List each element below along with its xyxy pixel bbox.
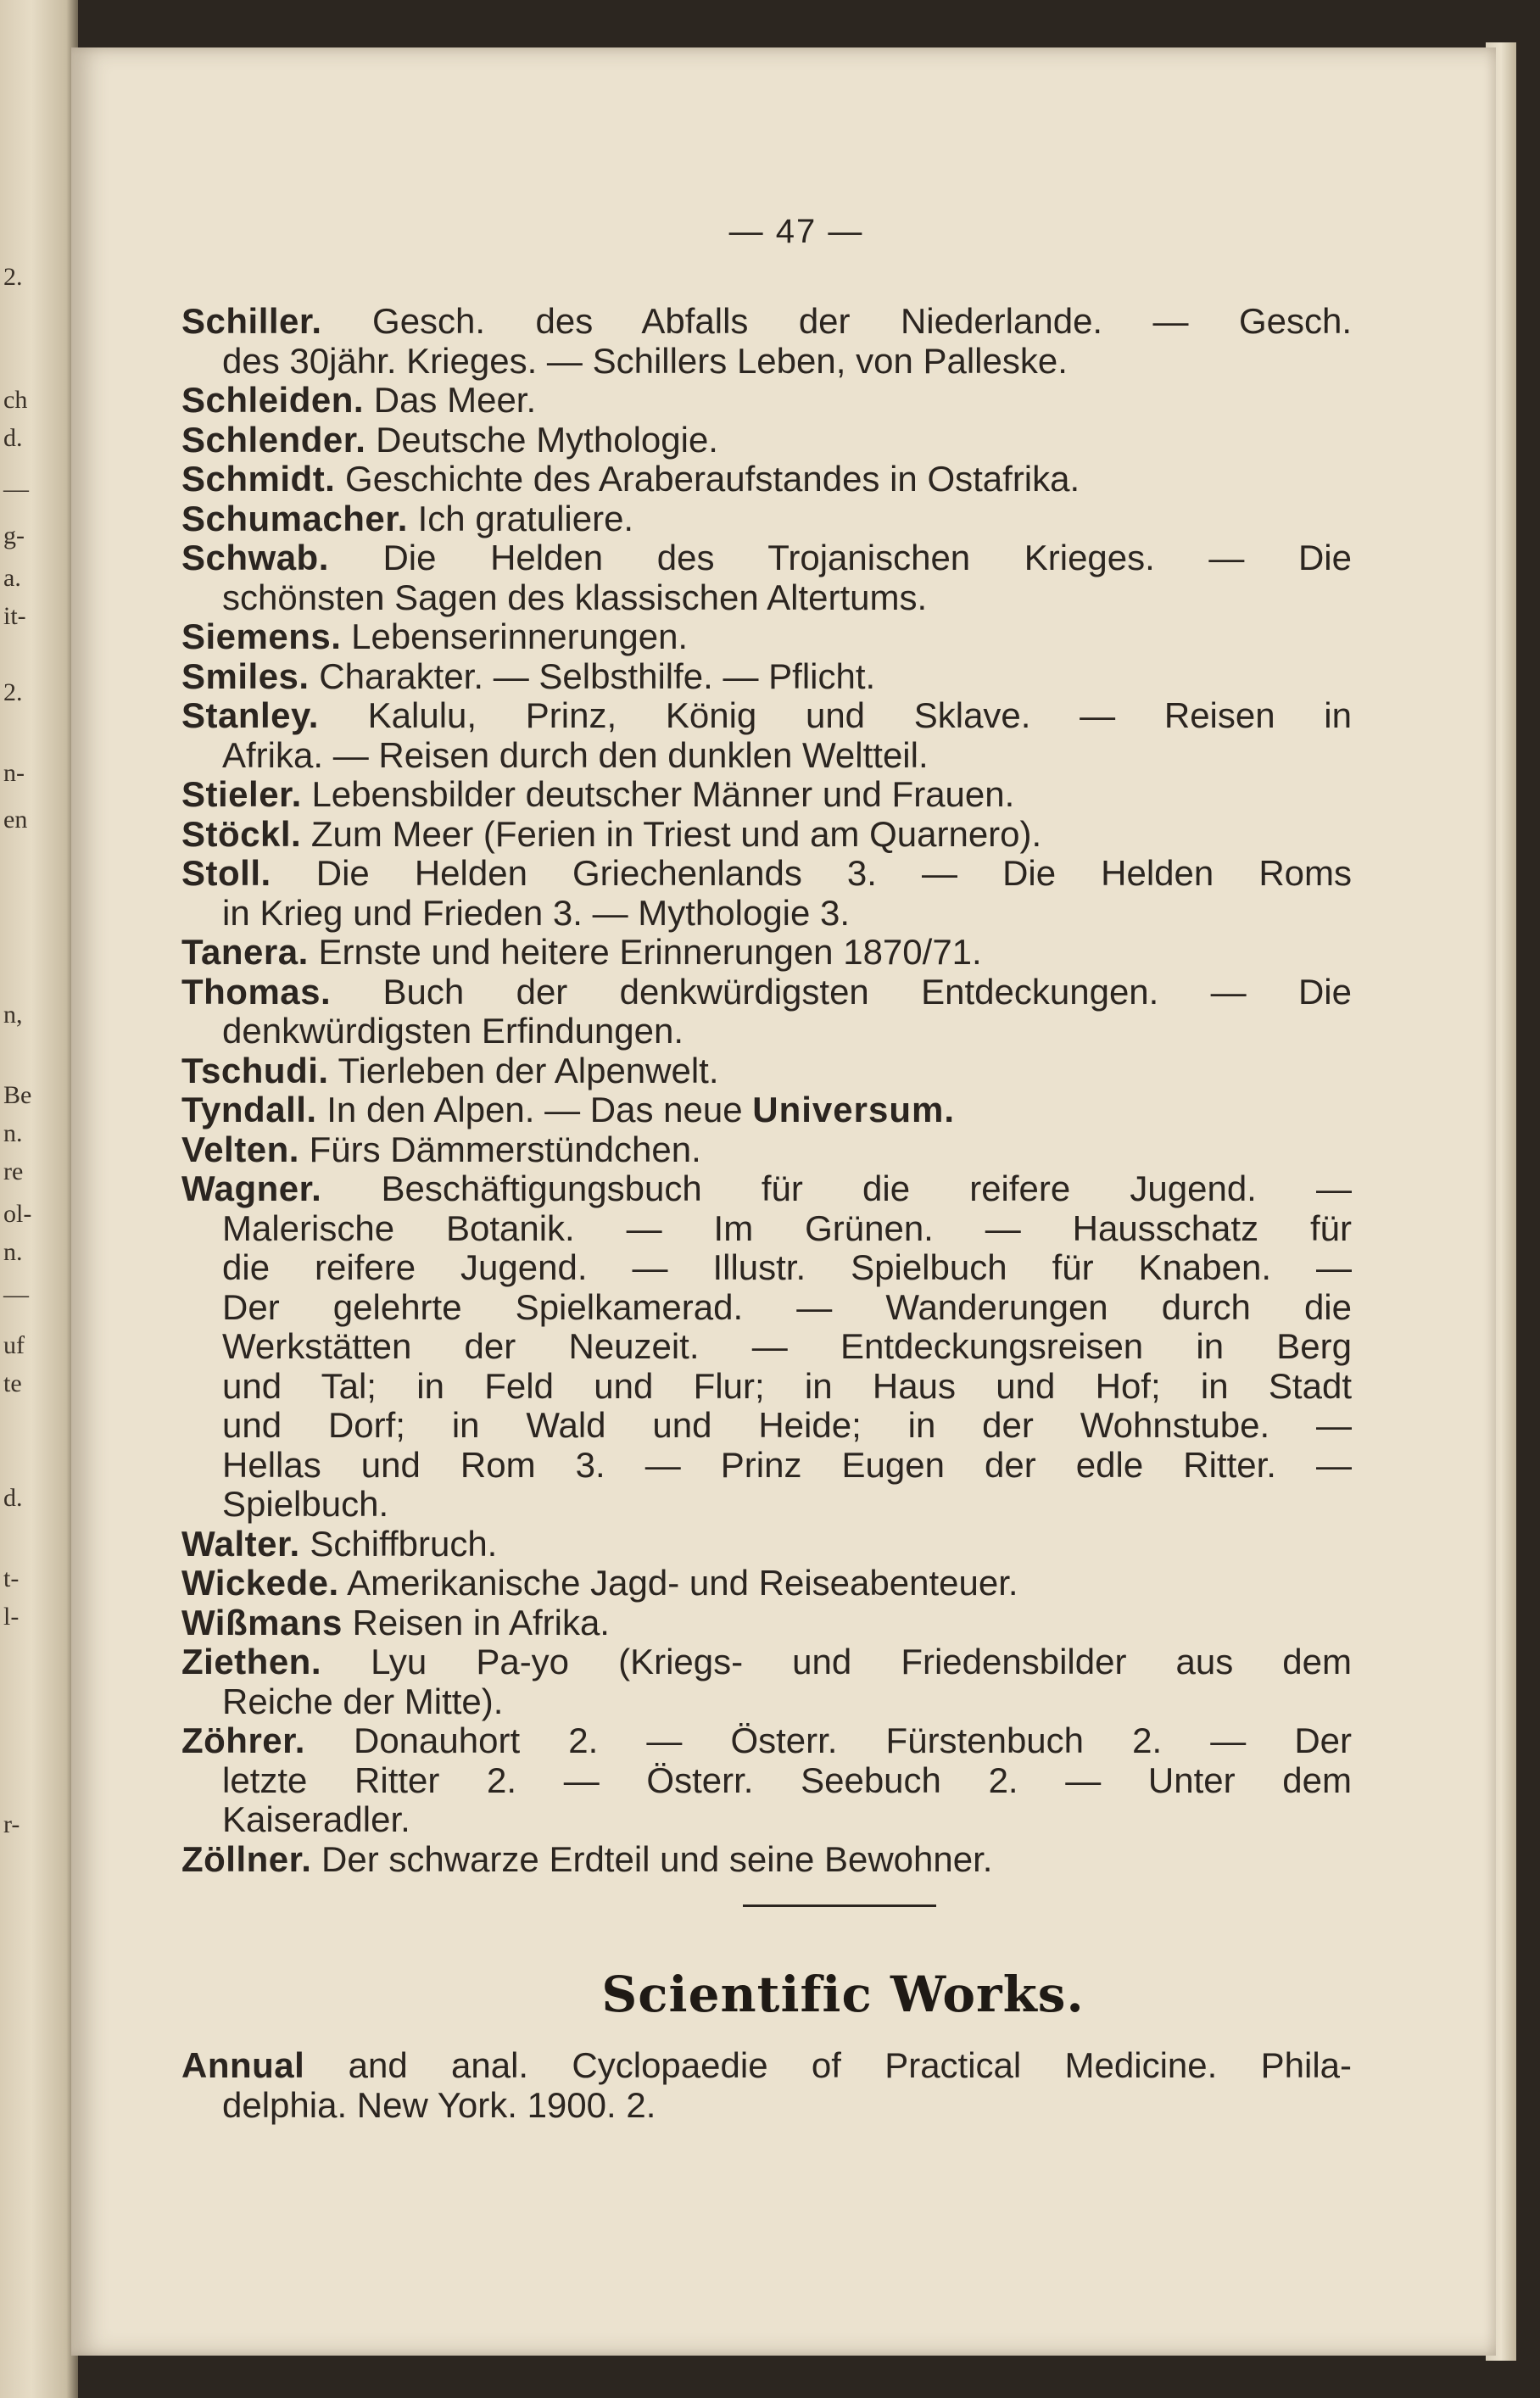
entry [181,302,1352,381]
entry-line [181,1485,1352,1525]
facing-page-fragment: t- [3,1564,20,1592]
entry-line [181,854,1352,894]
entry-line [181,1446,1352,1486]
entry-text: Fürs Dämmerstündchen. [309,1129,701,1169]
entry-line [181,1012,1352,1051]
facing-page-fragment: n. [3,1238,23,1266]
entry-line [181,460,1352,499]
entry-author: Stieler. [181,774,302,814]
entry-author: Stöckl. [181,813,302,854]
facing-page-fragment: Be [3,1081,32,1109]
entry-text: Das Meer. [373,380,537,420]
entry-text: Reisen in Afrika. [352,1602,610,1642]
entry-author: Zöhrer. [181,1720,305,1760]
entry-author: Tanera. [181,932,309,972]
facing-page-fragment: it- [3,602,26,630]
entry-author: Thomas. [181,971,332,1012]
entry [181,1169,1352,1525]
entry [181,1525,1352,1564]
section-divider [743,1904,936,1907]
entry-author: Stanley. [181,695,319,735]
facing-page-edge [0,0,78,2398]
entry-author: Schumacher. [181,498,408,538]
entry-text: Lebensbilder deutscher Männer und Frauen. [311,774,1015,814]
entry-text: Lyu Pa-yo (Kriegs- und Friedensbilder aus dem [371,1642,1352,1681]
entry [181,381,1352,421]
entry [181,460,1352,499]
entry [181,421,1352,460]
entry-line [181,2046,1352,2086]
entry-text: delphia. New York. 1900. 2. [222,2084,656,2125]
entry-text: Charakter. — Selbsthilfe. — Pflicht. [319,655,876,696]
entry-author: Schlender. [181,419,366,460]
entry [181,933,1352,973]
entry-text: des 30jähr. Krieges. — Schillers Leben, von Palleske. [222,340,1068,381]
entry-author: Schleiden. [181,380,365,420]
entry-author: Tyndall. [181,1090,317,1129]
entry [181,657,1352,697]
entry-line [181,933,1352,973]
entry-text: Donauhort 2. — Österr. Fürstenbuch 2. — Der [353,1720,1353,1760]
entry-text: und Dorf; in Wald und Heide; in der Wohnstube. — [222,1405,1352,1445]
entry-text: Geschichte des Araberaufstandes in Ostafrika. [345,459,1080,499]
entry-text: und Tal; in Feld und Flur; in Haus und Hof; in Stadt [222,1365,1352,1406]
entry-line [181,815,1352,855]
entry-line [181,578,1352,618]
entry-line [181,1209,1352,1249]
entry-line [181,1288,1352,1328]
facing-page-fragment: — [3,475,29,503]
facing-page-fragment: g- [3,521,25,549]
entry-line [181,1800,1352,1840]
entry-text: Malerische Botanik. — Im Grünen. — Hausschatz für [222,1207,1352,1248]
entry-line [181,1840,1352,1880]
entry-text: Werkstätten der Neuzeit. — Entdeckungsreisen in Berg [222,1326,1352,1366]
entry-text: and anal. Cyclopaedie of Practical Medicine. Phila- [348,2045,1352,2085]
entry [181,1603,1352,1643]
entry-line [181,1564,1352,1603]
page-number: — 47 — [728,213,864,250]
entry-line [181,617,1352,657]
entry-line [181,1525,1352,1564]
entry-line [181,973,1352,1012]
entry [181,2046,1352,2125]
entry [181,499,1352,539]
entry-line [181,342,1352,382]
entry-text: Buch der denkwürdigsten Entdeckungen. — Die [382,971,1353,1012]
entry [181,696,1352,775]
facing-page-fragment: n- [3,759,25,787]
entry-line [181,499,1352,539]
entry-author: Wagner. [181,1168,322,1208]
entry-line [181,1603,1352,1643]
entry-text: Die Helden Griechenlands 3. — Die Helden Roms [315,853,1352,893]
entry [181,1090,1352,1130]
entry-line [181,775,1352,815]
entry-line [181,1051,1352,1091]
entry-text: Deutsche Mythologie. [376,419,718,460]
entry-text: Ernste und heitere Erinnerungen 1870/71. [318,932,982,972]
section-heading: Scientific Works. [601,1966,1085,2023]
entry-line [181,302,1352,342]
entry-line [181,1406,1352,1446]
entry-author: Wickede. [181,1563,339,1603]
entry-text: Gesch. des Abfalls der Niederlande. — Gesch. [372,301,1353,341]
entry-text: Afrika. — Reisen durch den dunklen Weltteil. [222,734,929,775]
entry-line [181,1367,1352,1407]
entry-author: Schwab. [181,538,329,577]
facing-page-fragment: n, [3,1001,23,1029]
entry [181,815,1352,855]
entry-author: Walter. [181,1523,300,1564]
facing-page-fragment: ol- [3,1200,32,1228]
entry [181,1721,1352,1840]
facing-page-fragment: a. [3,564,21,592]
entry-text: Hellas und Rom 3. — Prinz Eugen der edle Ritter. — [222,1444,1352,1485]
entry [181,617,1352,657]
entry-list [181,302,1352,1879]
entry-text: Tierleben der Alpenwelt. [338,1050,719,1090]
entry-text: Ich gratuliere. [417,498,634,538]
entry-author: Zöllner. [181,1838,312,1879]
entry-text: Beschäftigungsbuch für die reifere Jugend. — [381,1168,1352,1208]
entry-line [181,421,1352,460]
entry [181,1642,1352,1721]
facing-page-fragment: n. [3,1119,23,1147]
entry-line [181,1761,1352,1801]
facing-page-fragment: en [3,806,28,834]
entry-text: Der schwarze Erdteil und seine Bewohner. [321,1838,993,1879]
entry-text: Reiche der Mitte). [222,1681,504,1721]
entry-line [181,1248,1352,1288]
facing-page-fragment: ch [3,386,28,414]
entry-author: Schmidt. [181,459,336,499]
entry-text: letzte Ritter 2. — Österr. Seebuch 2. — Unter dem [222,1759,1352,1800]
entry-author: Velten. [181,1129,299,1169]
facing-page-fragment: — [3,1280,29,1308]
facing-page-fragment: r- [3,1810,20,1838]
facing-page-fragment: uf [3,1331,25,1359]
entry [181,538,1352,617]
entry-author: Wißmans [181,1602,343,1642]
facing-page-fragment: d. [3,424,23,452]
entry-text: in Krieg und Frieden 3. — Mythologie 3. [222,892,851,933]
entry-line [181,538,1352,578]
facing-page-fragment: te [3,1369,22,1397]
entry [181,1564,1352,1603]
entry-line [181,1642,1352,1682]
entry [181,1130,1352,1170]
entry-author: Tschudi. [181,1050,329,1090]
entry-text: In den Alpen. — Das neue [326,1090,743,1129]
facing-page-fragments [0,0,78,2398]
entry-text: die reifere Jugend. — Illustr. Spielbuch für Knaben. — [222,1247,1352,1287]
entry-text: Amerikanische Jagd- und Reiseabenteuer. [347,1563,1018,1603]
entry-author: Smiles. [181,655,310,696]
entry-line [181,1721,1352,1761]
entry-text: Zum Meer (Ferien in Triest und am Quarnero). [310,813,1042,854]
book-page [71,47,1496,2356]
entry-author: Schiller. [181,301,322,341]
entry-line [181,696,1352,736]
entry-line [181,2086,1352,2126]
entry [181,775,1352,815]
entry [181,973,1352,1051]
entry-text: Die Helden des Trojanischen Krieges. — Die [382,538,1352,577]
facing-page-fragment: re [3,1157,24,1185]
entry [181,1051,1352,1091]
entry-line [181,894,1352,934]
facing-page-fragment: l- [3,1603,20,1631]
entry-line [181,736,1352,776]
entry-line [181,1682,1352,1722]
entry-author: Stoll. [181,853,271,893]
entry-text: Kalulu, Prinz, König und Sklave. — Reisen in [367,695,1352,735]
entry-text: Lebenserinnerungen. [351,616,689,656]
entry-text: Schiffbruch. [310,1523,498,1564]
entry-text: Der gelehrte Spielkamerad. — Wanderungen durch die [222,1286,1352,1327]
entry-bold-title: Universum. [752,1090,956,1129]
entry-line [181,1327,1352,1367]
facing-page-fragment: 2. [3,678,23,706]
entry-author: Ziethen. [181,1642,322,1681]
entry-author: Siemens. [181,616,342,656]
entry-line [181,381,1352,421]
entry [181,854,1352,933]
entry-line [181,1090,1352,1130]
entry-text: denkwürdigsten Erfindungen. [222,1011,684,1051]
entry-text: Kaiseradler. [222,1799,410,1839]
entry [181,1840,1352,1880]
entry-line [181,657,1352,697]
facing-page-fragment: 2. [3,263,23,291]
entry-text: schönsten Sagen des klassischen Altertums. [222,577,928,617]
section-entry-list [181,2046,1352,2125]
entry-text: Spielbuch. [222,1484,389,1524]
entry-line [181,1169,1352,1209]
entry-line [181,1130,1352,1170]
facing-page-fragment: d. [3,1484,23,1512]
entry-author: Annual [181,2045,305,2085]
